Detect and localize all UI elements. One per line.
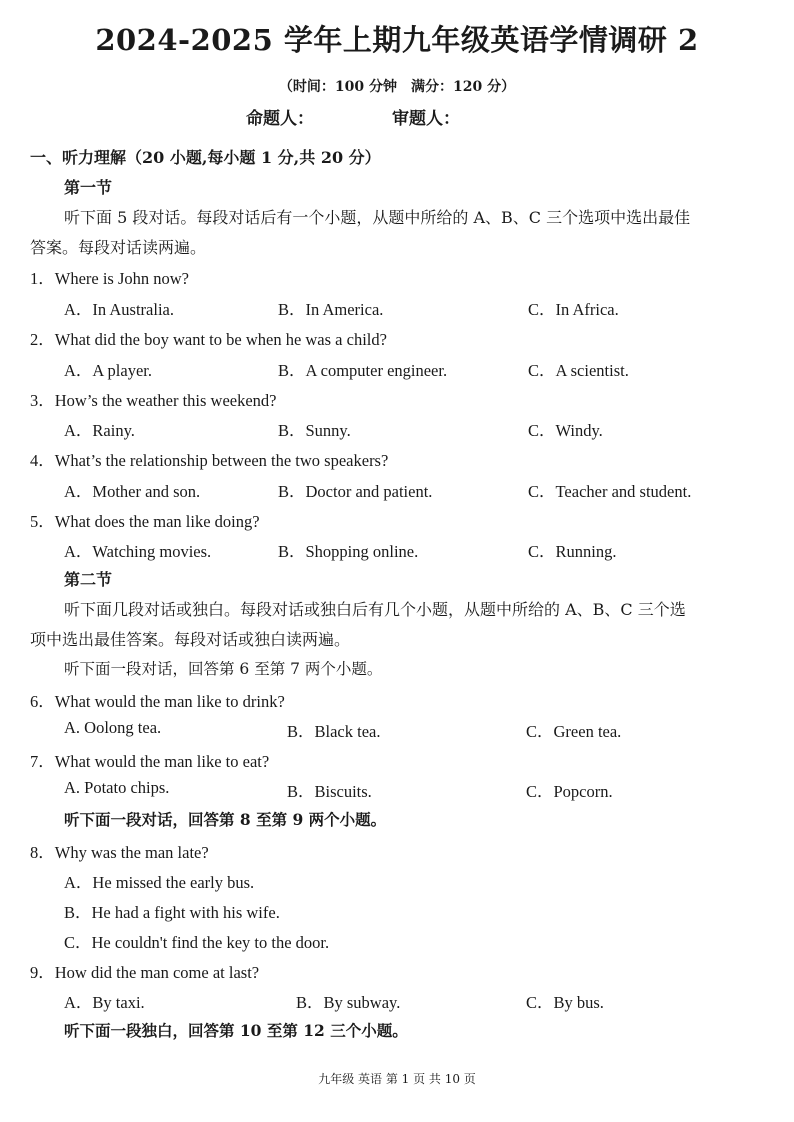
part1-instruction-line2: 答案。每段对话读两遍。 <box>30 238 207 257</box>
question-3 <box>30 387 277 411</box>
option-a: A. Oolong tea. <box>64 718 162 737</box>
option-b: B．By subway. <box>296 993 401 1012</box>
question-4 <box>30 447 388 471</box>
listening-prompt-10-12: 听下面一段独白，回答第 10 至第 12 三个小题。 <box>64 1021 408 1040</box>
option-b: B．He had a fight with his wife. <box>64 903 280 922</box>
option-a: A．Watching movies. <box>64 542 212 561</box>
question-text: Where is John now? <box>54 269 190 288</box>
option-a: A．By taxi. <box>64 993 145 1012</box>
option-a: A. Potato chips. <box>64 778 170 797</box>
option-b: B．In America. <box>278 300 384 319</box>
exam-time-score: （时间：100 分钟 满分：120 分） <box>278 79 516 95</box>
question-7 <box>30 748 269 772</box>
question-6 <box>30 688 285 712</box>
option-b: B．Black tea. <box>287 722 381 741</box>
option-b: B．Shopping online. <box>278 542 419 561</box>
option-a: A．A player. <box>64 361 152 380</box>
question-9 <box>30 959 259 983</box>
option-b: B．A computer engineer. <box>278 361 448 380</box>
setter-label: 命题人： <box>246 109 314 129</box>
question-1 <box>30 265 189 289</box>
question-2 <box>30 326 387 350</box>
option-c: C．A scientist. <box>528 361 629 380</box>
option-c: C．In Africa. <box>528 300 619 319</box>
option-a: A．Mother and son. <box>64 482 201 501</box>
option-b: B．Biscuits. <box>287 782 372 801</box>
question-number: 2． <box>30 330 55 349</box>
question-text: What does the man like doing? <box>54 512 260 531</box>
listening-prompt-6-7: 听下面一段对话，回答第 6 至第 7 两个小题。 <box>64 660 383 678</box>
question-number: 9． <box>30 963 55 982</box>
option-a: A．He missed the early bus. <box>64 873 255 892</box>
option-a: A．Rainy. <box>64 421 135 440</box>
question-text: Why was the man late? <box>54 843 209 862</box>
option-b: B．Doctor and patient. <box>278 482 433 501</box>
part2-label: 第二节 <box>64 570 113 589</box>
part2-instruction-line2: 项中选出最佳答案。每段对话或独白读两遍。 <box>30 630 351 649</box>
option-c: C．He couldn't find the key to the door. <box>64 933 330 952</box>
question-number: 4． <box>30 451 55 470</box>
question-number: 1． <box>30 269 55 288</box>
question-text: How’s the weather this weekend? <box>54 391 277 410</box>
question-number: 6． <box>30 692 55 711</box>
question-text: What’s the relationship between the two speakers? <box>54 451 389 470</box>
question-number: 7． <box>30 752 55 771</box>
option-b: B．Sunny. <box>278 421 351 440</box>
question-text: What would the man like to drink? <box>54 692 285 711</box>
question-text: What would the man like to eat? <box>54 752 270 771</box>
option-c: C．Popcorn. <box>526 782 613 801</box>
page-footer: 九年级 英语 第 1 页 共 10 页 <box>318 1072 476 1086</box>
option-a: A．In Australia. <box>64 300 174 319</box>
question-number: 8． <box>30 843 55 862</box>
question-number: 5． <box>30 512 55 531</box>
option-c: C．Teacher and student. <box>528 482 692 501</box>
part1-label: 第一节 <box>64 178 113 197</box>
question-text: What did the boy want to be when he was a child? <box>54 330 387 349</box>
listening-prompt-8-9: 听下面一段对话，回答第 8 至第 9 两个小题。 <box>64 810 387 829</box>
option-c: C．Windy. <box>528 421 603 440</box>
question-8 <box>30 839 209 863</box>
option-c: C．Green tea. <box>526 722 622 741</box>
part1-instruction-line1: 听下面 5 段对话。每段对话后有一个小题，从题中所给的 A、B、C 三个选项中选出最佳 <box>64 208 691 227</box>
option-c: C．By bus. <box>526 993 604 1012</box>
reviewer-label: 审题人： <box>392 109 460 129</box>
question-number: 3． <box>30 391 55 410</box>
page-title: 2024-2025 学年上期九年级英语学情调研 2 <box>95 23 699 57</box>
part2-instruction-line1: 听下面几段对话或独白。每段对话或独白后有几个小题，从题中所给的 A、B、C 三个选 <box>64 600 686 619</box>
question-5 <box>30 508 260 532</box>
option-c: C．Running. <box>528 542 617 561</box>
section-heading-listening: 一、听力理解（20 小题,每小题 1 分,共 20 分） <box>30 148 381 167</box>
question-text: How did the man come at last? <box>54 963 260 982</box>
